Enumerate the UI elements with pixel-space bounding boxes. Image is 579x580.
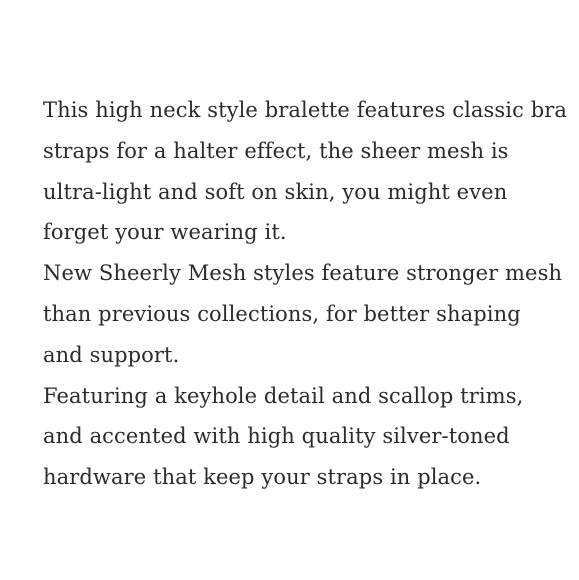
description-line: This high neck style bralette features classic bra <box>43 98 568 122</box>
description-line: forget your wearing it. <box>43 220 287 245</box>
description-line: than previous collections, for better shaping <box>43 301 521 326</box>
description-line: and accented with high quality silver-toned <box>43 424 510 449</box>
description-line: ultra-light and soft on skin, you might even <box>43 179 508 204</box>
description-line: hardware that keep your straps in place. <box>43 465 482 490</box>
description-line: straps for a halter effect, the sheer mesh is <box>43 138 509 163</box>
description-line: New Sheerly Mesh styles feature stronger mesh <box>43 261 563 286</box>
description-line: Featuring a keyhole detail and scallop trims, <box>43 383 524 408</box>
description-line: and support. <box>43 342 180 367</box>
product-description <box>43 90 573 498</box>
